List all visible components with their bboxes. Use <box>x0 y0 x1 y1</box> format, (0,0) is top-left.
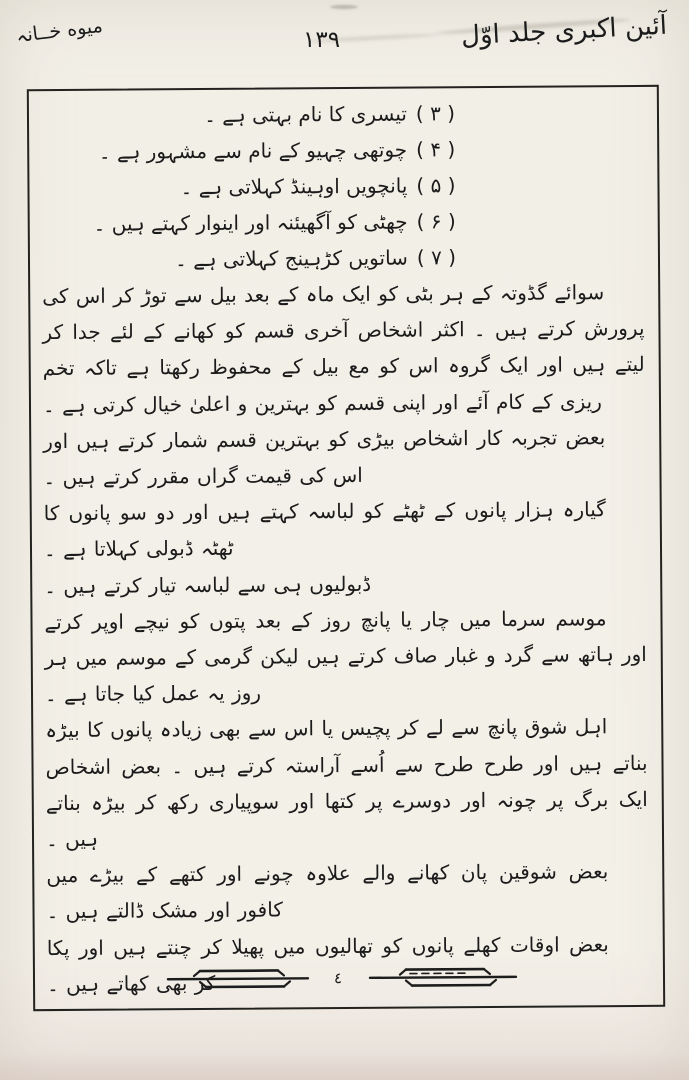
ornament-right <box>370 969 516 986</box>
item-text: چھٹی کو آگھیئنہ اور اینوار کہتے ہیں ۔ <box>93 209 408 236</box>
ornament-left <box>168 970 308 987</box>
list-item <box>41 167 455 206</box>
scan-edge-shadow <box>0 1052 689 1080</box>
paragraph: سوائے گڈوتہ کے ہر بٹی کو ایک ماہ کے بعد بیل سے توڑ کر اس کی پرورش کرتے ہیں ۔ اکثر اشخاص آخری قسم کو کھانے کے لئے جدا کر لیتے ہیں اور ایک گروہ اس کو مع بیل کے محفوظ رکھتا ہے تاکہ تخم ریزی کے کام آئے اور اپنی قسم کو بہترین و اعلیٰ خیال کرتی ہے ۔ <box>42 280 645 417</box>
paragraph: بعض شوقین پان کھانے والے علاوہ چونے اور کتھے کے بیڑے میں کافور اور مشک ڈالتے ہیں ۔ <box>46 859 609 924</box>
item-text: چوتھی چہیو کے نام سے مشہور ہے ۔ <box>98 137 408 164</box>
item-marker: ( ۴ ) <box>416 137 456 162</box>
item-marker: ( ۳ ) <box>415 101 456 126</box>
paragraph: گیارہ ہزار پانوں کے ٹھٹے کو لباسہ کہتے ہیں اور دو سو پانوں کا ٹھٹہ ڈبولی کہلاتا ہے ۔ <box>43 497 606 562</box>
list-item <box>41 95 455 134</box>
item-marker: ( ۶ ) <box>416 209 456 234</box>
paragraph: موسم سرما میں چار یا پانچ روز کے بعد پتوں کو نیچے اوپر کرتے اور ہاتھ سے گرد و غبار صاف کرتے ہیں لیکن گرمی کے موسم میں ہر روز یہ عمل کیا جاتا ہے ۔ <box>44 606 647 707</box>
divider-mark: ٤ <box>333 969 343 988</box>
paragraph: بعض اوقات کھلے پانوں کو تھالیوں میں پھیلا کر چنتے ہیں اور پکا کر بھی کھاتے ہیں ۔ <box>46 931 609 996</box>
numbered-list <box>41 94 644 278</box>
list-item <box>42 203 456 242</box>
paragraph: ڈبولیوں ہی سے لباسہ تیار کرتے ہیں ۔ <box>44 571 372 598</box>
text-frame <box>27 85 665 1011</box>
item-text: ساتویں کڑہینج کہلاتی ہے ۔ <box>175 245 408 272</box>
item-marker: ( ۵ ) <box>416 173 456 198</box>
item-text: تیسری کا نام بہتی ہے ۔ <box>204 101 407 127</box>
paragraph: بعض تجربہ کار اشخاص بیڑی کو بہترین قسم شمار کرتے ہیں اور اس کی قیمت گراں مقرر کرتے ہیں ۔ <box>43 425 606 490</box>
page-number: ۱۳۹ <box>303 27 341 53</box>
item-text: پانچویں اوہینڈ کہلاتی ہے ۔ <box>180 173 408 200</box>
book-title: آئین اکبری جلد اوّل <box>460 10 668 52</box>
list-item <box>42 239 456 278</box>
section-label: میوه خــانہ <box>14 14 104 48</box>
paragraph: اہل شوق پانچ سے لے کر پچیس یا اس سے بھی زیادہ پانوں کا بیڑہ بناتے ہیں اور طرح طرح سے اُسے آراستہ کرتے ہیں ۔ بعض اشخاص ایک برگ پر چونہ اور دوسرے پر کتھا اور سوپیاری رکھ کر بیڑہ بناتے ہیں ۔ <box>45 714 648 852</box>
item-marker: ( ۷ ) <box>416 245 457 270</box>
scan-smudge <box>330 5 358 9</box>
ornament-divider <box>166 962 518 994</box>
list-item <box>41 131 455 170</box>
